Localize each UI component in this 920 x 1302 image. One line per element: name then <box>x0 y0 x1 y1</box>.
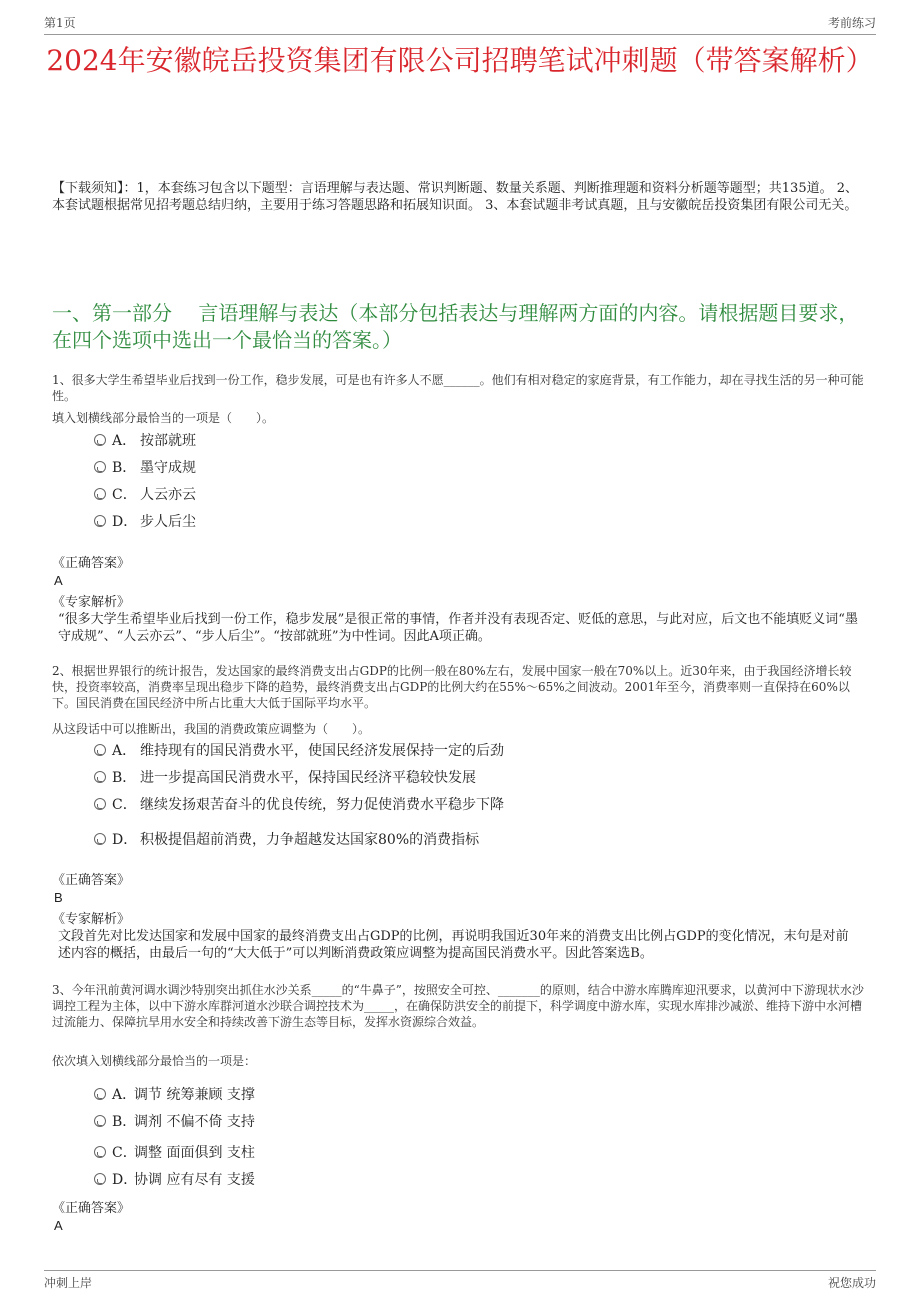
download-notice: 【下载须知】：1，本套练习包含以下题型：言语理解与表达题、常识判断题、数量关系题、判断推理题和资料分析题等题型；共135道。 2、本套试题根据常见招考题总结归纳，主要用于练习答题思路和拓展知识面。 3、本套试题非考试真题，且与安徽皖岳投资集团有限公司无关。 <box>52 181 858 213</box>
q3-option-d[interactable]: D．协调 应有尽有 支援 <box>94 1171 255 1189</box>
q3-answer: A <box>54 1218 63 1233</box>
q1-answer: A <box>54 573 63 588</box>
q2-answer-label: 《正确答案》 <box>52 873 131 888</box>
q2-option-a[interactable]: A． 维持现有的国民消费水平，使国民经济发展保持一定的后劲 <box>94 742 504 760</box>
q1-option-b[interactable]: B． 墨守成规 <box>94 459 196 477</box>
footer-left: 冲刺上岸 <box>44 1276 93 1290</box>
section-title: 一、第一部分 言语理解与表达（本部分包括表达与理解两方面的内容。请根据题目要求，在四个选项中选出一个最恰当的答案。） <box>52 301 859 352</box>
page-header <box>44 14 876 35</box>
radio-icon[interactable] <box>94 771 106 783</box>
question-1-prompt: 填入划横线部分最恰当的一项是（ ）。 <box>52 411 275 425</box>
q1-answer-label: 《正确答案》 <box>52 556 131 571</box>
header-tag: 考前练习 <box>827 16 876 30</box>
q1-expert-label: 《专家解析》 <box>52 595 131 610</box>
q1-option-d[interactable]: D． 步人后尘 <box>94 513 196 531</box>
radio-icon[interactable] <box>94 488 106 500</box>
radio-icon[interactable] <box>94 1088 106 1100</box>
q1-explanation: “很多大学生希望毕业后找到一份工作，稳步发展”是很正常的事情，作者并没有表现否定、贬低的意思，与此对应，后文也不能填贬义词“墨守成规”、“人云亦云”、“步人后尘”。“按部就班”为中性词。因此A项正确。 <box>58 612 858 644</box>
radio-icon[interactable] <box>94 461 106 473</box>
radio-icon[interactable] <box>94 1173 106 1185</box>
question-3-stem: 3、今年汛前黄河调水调沙特别突出抓住水沙关系_____的“牛鼻子”，按照安全可控、_______的原则，结合中游水库腾库迎汛要求，以黄河中下游现状水沙调控工程为主体，以中下游水库群河道水沙联合调控技术为_____，在确保防洪安全的前提下，科学调度中游水库，实现水库排沙减淤、维持下游中水河槽过流能力、保障抗旱用水安全和持续改善下游生态等目标，发挥水资源综合效益。 <box>52 983 864 1029</box>
radio-icon[interactable] <box>94 1115 106 1127</box>
q3-option-a[interactable]: A．调节 统筹兼顾 支撑 <box>94 1086 255 1104</box>
q2-option-c[interactable]: C． 继续发扬艰苦奋斗的优良传统，努力促使消费水平稳步下降 <box>94 796 504 814</box>
page-number: 第1页 <box>44 16 76 30</box>
question-3-prompt: 依次填入划横线部分最恰当的一项是： <box>52 1054 257 1068</box>
q1-option-c[interactable]: C． 人云亦云 <box>94 486 196 504</box>
q2-expert-label: 《专家解析》 <box>52 912 131 927</box>
radio-icon[interactable] <box>94 833 106 845</box>
q2-option-d[interactable]: D． 积极提倡超前消费，力争超越发达国家80%的消费指标 <box>94 831 479 849</box>
radio-icon[interactable] <box>94 515 106 527</box>
radio-icon[interactable] <box>94 798 106 810</box>
q3-option-b[interactable]: B．调剂 不偏不倚 支持 <box>94 1113 255 1131</box>
radio-icon[interactable] <box>94 744 106 756</box>
document-title: 2024年安徽皖岳投资集团有限公司招聘笔试冲刺题（带答案解析） <box>46 44 874 77</box>
footer-right: 祝您成功 <box>827 1276 876 1290</box>
page-footer <box>44 1270 876 1293</box>
radio-icon[interactable] <box>94 1146 106 1158</box>
question-1-stem: 1、很多大学生希望毕业后找到一份工作，稳步发展，可是也有许多人不愿______。他们有相对稳定的家庭背景，有工作能力，却在寻找生活的另一种可能性。 <box>52 373 864 403</box>
radio-icon[interactable] <box>94 434 106 446</box>
q1-option-a[interactable]: A． 按部就班 <box>94 432 196 450</box>
q3-answer-label: 《正确答案》 <box>52 1201 131 1216</box>
q2-option-b[interactable]: B． 进一步提高国民消费水平，保持国民经济平稳较快发展 <box>94 769 476 787</box>
q3-option-c[interactable]: C．调整 面面俱到 支柱 <box>94 1144 255 1162</box>
question-2-prompt: 从这段话中可以推断出，我国的消费政策应调整为（ ）。 <box>52 722 371 736</box>
q2-answer: B <box>54 890 63 905</box>
question-2-stem: 2、根据世界银行的统计报告，发达国家的最终消费支出占GDP的比例一般在80%左右，发展中国家一般在70%以上。近30年来，由于我国经济增长较快，投资率较高，消费率呈现出稳步下降的趋势，最终消费支出占GDP的比例大约在55%～65%之间波动。2001年至今，消费率则一直保持在60%以下。国民消费在国民经济中所占比重大大低于国际平均水平。 <box>52 664 852 710</box>
q2-explanation: 文段首先对比发达国家和发展中国家的最终消费支出占GDP的比例，再说明我国近30年来的消费支出比例占GDP的变化情况，末句是对前述内容的概括，由最后一句的“大大低于”可以判断消费政策应调整为提高国民消费水平。因此答案选B。 <box>58 929 849 961</box>
